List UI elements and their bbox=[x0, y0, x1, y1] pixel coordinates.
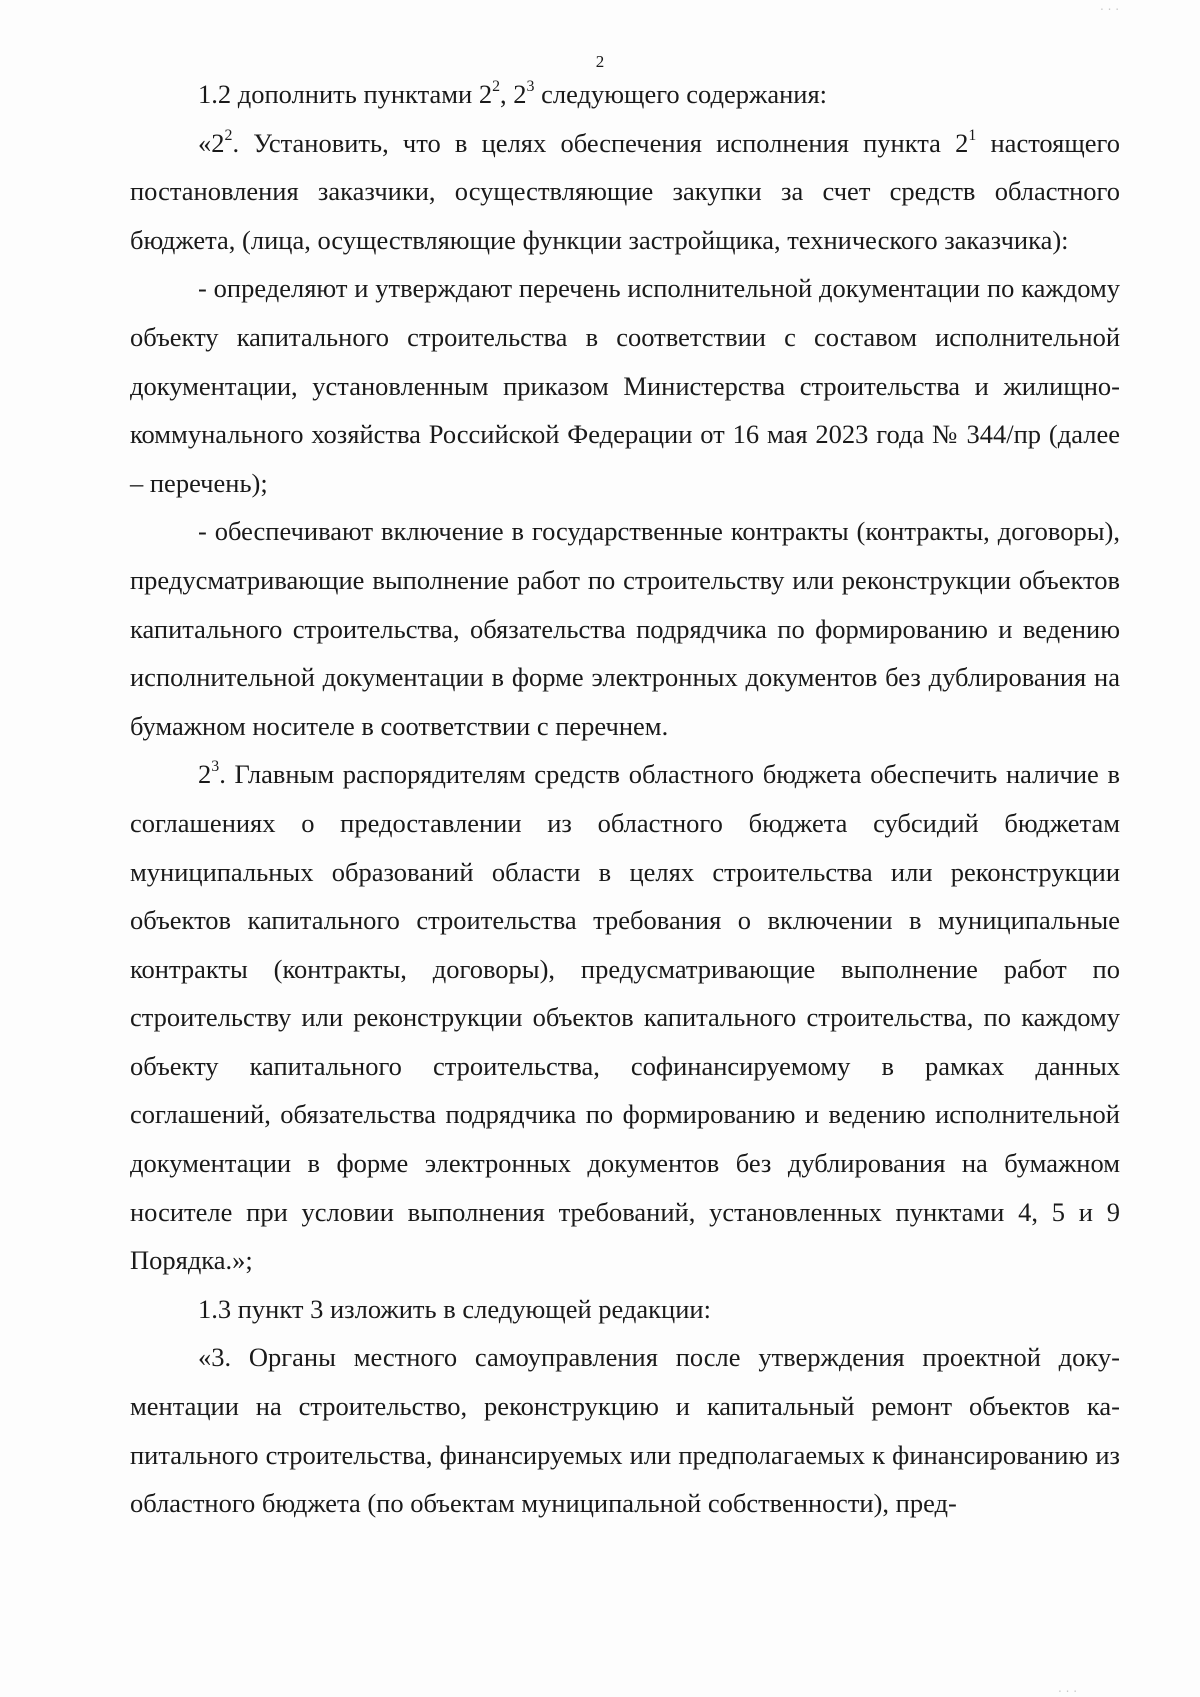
paragraph-text: «3. Органы местного самоуправления после утверждения проектной документации на строительство, реконструкцию и капитальный ремонт объектов капитального строительства, финансируемых или предполагаемых к финансированию из областного бюджета (по объектам муниципальной собственности), пред- bbox=[130, 1342, 1120, 1519]
paragraph-text: 2 bbox=[198, 759, 212, 790]
paragraph-text: 1.3 пункт 3 изложить в следующей редакции: bbox=[198, 1293, 711, 1324]
superscript: 3 bbox=[526, 78, 535, 96]
paragraph-text: - определяют и утверждают перечень исполнительной документации по каждому объекту капитального строительства в соответствии с составом исполнительной документации, установленным приказом Министерства строительства и жилищно-коммунального хозяйства Российской Федерации от 16 мая 2023 года № 344/пр (далее – перечень); bbox=[130, 273, 1120, 498]
superscript: 3 bbox=[211, 758, 220, 776]
paragraph bbox=[130, 1285, 1120, 1334]
document-body bbox=[130, 70, 1120, 1528]
paragraph bbox=[130, 507, 1120, 750]
paragraph bbox=[130, 750, 1120, 1285]
paragraph bbox=[130, 264, 1120, 507]
superscript: 2 bbox=[492, 78, 501, 96]
paragraph-text: настоящего постановления заказчики, осуществляющие закупки за счет средств областного бюджета, (лица, осуществляющие функции застройщика, технического заказчика): bbox=[130, 127, 1120, 255]
paragraph-text: . Главным распорядителям средств областного бюджета обеспечить наличие в соглашениях о предоставлении из областного бюджета субсидий бюджетам муниципальных образований области в целях строительства или реконструкции объектов капитального строительства требования о включении в муниципальные контракты (контракты, договоры), предусматривающие выполнение работ по строительству или реконструкции объектов капитального строительства, по каждому объекту капитального строительства, софинансируемому в рамках данных соглашений, обязательства подрядчика по формированию и ведению исполнительной документации в форме электронных документов без дублирования на бумажном носителе при условии выполнения требований, установленных пунктами 4, 5 и 9 Порядка.»; bbox=[130, 759, 1120, 1276]
scan-mark-bottom-right: . . . bbox=[1058, 1681, 1078, 1695]
paragraph-text: «2 bbox=[198, 127, 225, 158]
paragraph-text: 1.2 дополнить пунктами 2 bbox=[198, 79, 493, 109]
paragraph-text: . Установить, что в целях обеспечения исполнения пункта 2 bbox=[232, 127, 969, 158]
paragraph bbox=[130, 1333, 1120, 1527]
page-number: 2 bbox=[595, 52, 605, 71]
paragraph-text: - обеспечивают включение в государственные контракты (контракты, договоры), предусматривающие выполнение работ по строительству или реконструкции объектов капитального строительства, обязательства подрядчика по формированию и ведению исполнительной документации в форме электронных документов без дублирования на бумажном носителе в соответствии с перечнем. bbox=[130, 516, 1120, 741]
superscript: 2 bbox=[224, 126, 233, 144]
superscript: 1 bbox=[968, 126, 977, 144]
paragraph-text: , 2 bbox=[500, 79, 527, 109]
paragraph bbox=[130, 119, 1120, 265]
paragraph bbox=[130, 70, 1120, 119]
paragraph-text: следующего содержания: bbox=[534, 79, 828, 109]
scan-mark-top-right: . . . bbox=[1100, 0, 1120, 13]
